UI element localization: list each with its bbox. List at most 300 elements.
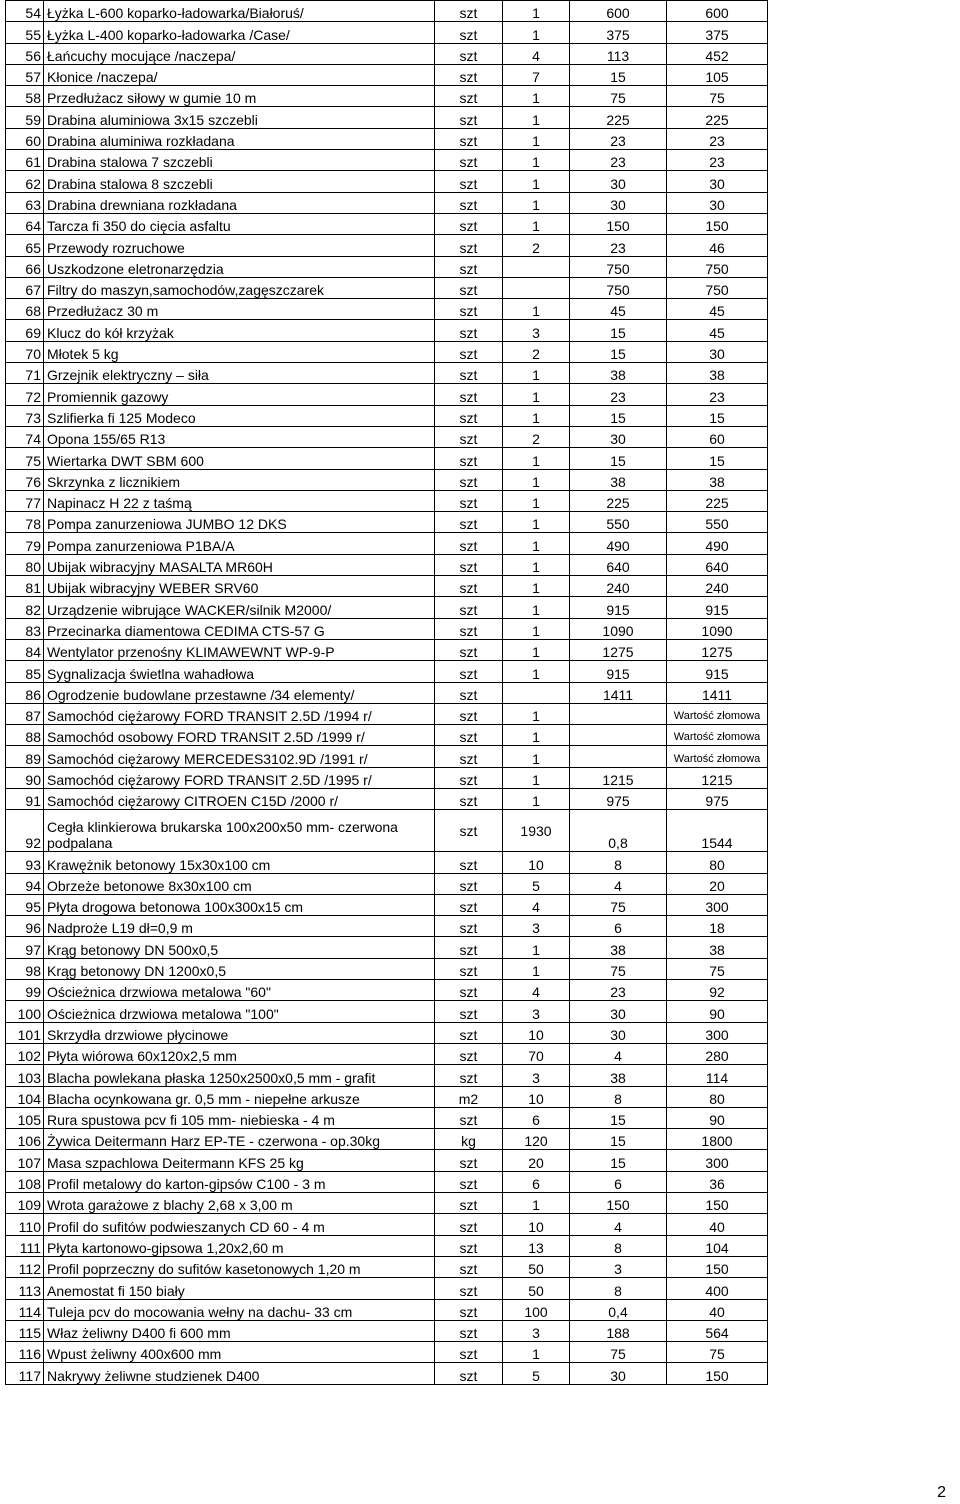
item-name-cell: Samochód osobowy FORD TRANSIT 2.5D /1999 r/ bbox=[44, 725, 435, 746]
row-number-cell: 104 bbox=[6, 1086, 44, 1107]
quantity-cell: 10 bbox=[503, 852, 570, 873]
quantity-cell: 1 bbox=[503, 767, 570, 788]
unit-cell: szt bbox=[435, 469, 503, 490]
value-cell: Wartość złomowa bbox=[667, 746, 768, 767]
item-name-cell: Wentylator przenośny KLIMAWEWNT WP-9-P bbox=[44, 639, 435, 660]
row-number-cell: 98 bbox=[6, 958, 44, 979]
table-row bbox=[6, 1022, 768, 1043]
item-name-cell: Krąg betonowy DN 500x0,5 bbox=[44, 937, 435, 958]
unit-price-cell: 30 bbox=[570, 426, 667, 447]
item-name-cell: Ubijak wibracyjny MASALTA MR60H bbox=[44, 554, 435, 575]
unit-price-cell: 915 bbox=[570, 661, 667, 682]
unit-price-cell: 75 bbox=[570, 894, 667, 915]
value-cell: 300 bbox=[667, 1022, 768, 1043]
value-cell: 280 bbox=[667, 1043, 768, 1064]
item-name-cell: Tuleja pcv do mocowania wełny na dachu- 33 cm bbox=[44, 1299, 435, 1320]
item-name-cell: Profil poprzeczny do sufitów kasetonowych 1,20 m bbox=[44, 1256, 435, 1277]
unit-cell: szt bbox=[435, 384, 503, 405]
table-row bbox=[6, 873, 768, 894]
row-number-cell: 87 bbox=[6, 703, 44, 724]
quantity-cell: 3 bbox=[503, 1001, 570, 1022]
value-cell: 750 bbox=[667, 277, 768, 298]
table-row bbox=[6, 746, 768, 767]
quantity-cell: 1 bbox=[503, 150, 570, 171]
row-number-cell: 60 bbox=[6, 128, 44, 149]
unit-cell: szt bbox=[435, 1320, 503, 1341]
quantity-cell: 1 bbox=[503, 469, 570, 490]
quantity-cell: 1 bbox=[503, 554, 570, 575]
table-row bbox=[6, 235, 768, 256]
row-number-cell: 73 bbox=[6, 405, 44, 426]
quantity-cell: 4 bbox=[503, 43, 570, 64]
unit-cell: szt bbox=[435, 512, 503, 533]
item-name-cell: Przedłużacz siłowy w gumie 10 m bbox=[44, 86, 435, 107]
quantity-cell: 1 bbox=[503, 746, 570, 767]
unit-price-cell: 38 bbox=[570, 363, 667, 384]
row-number-cell: 82 bbox=[6, 597, 44, 618]
unit-price-cell: 23 bbox=[570, 128, 667, 149]
table-row bbox=[6, 469, 768, 490]
quantity-cell: 5 bbox=[503, 873, 570, 894]
row-number-cell: 74 bbox=[6, 426, 44, 447]
unit-cell: szt bbox=[435, 894, 503, 915]
quantity-cell: 1 bbox=[503, 639, 570, 660]
value-cell: 40 bbox=[667, 1299, 768, 1320]
unit-price-cell: 15 bbox=[570, 64, 667, 85]
quantity-cell: 1 bbox=[503, 192, 570, 213]
row-number-cell: 86 bbox=[6, 682, 44, 703]
unit-price-cell: 15 bbox=[570, 448, 667, 469]
row-number-cell: 116 bbox=[6, 1342, 44, 1363]
table-row bbox=[6, 533, 768, 554]
unit-price-cell: 550 bbox=[570, 512, 667, 533]
item-name-cell: Obrzeże betonowe 8x30x100 cm bbox=[44, 873, 435, 894]
item-name-cell: Opona 155/65 R13 bbox=[44, 426, 435, 447]
unit-price-cell: 8 bbox=[570, 1278, 667, 1299]
value-cell: 36 bbox=[667, 1171, 768, 1192]
row-number-cell: 106 bbox=[6, 1129, 44, 1150]
item-name-cell: Właz żeliwny D400 fi 600 mm bbox=[44, 1320, 435, 1341]
quantity-cell: 1 bbox=[503, 405, 570, 426]
value-cell: Wartość złomowa bbox=[667, 703, 768, 724]
table-row bbox=[6, 43, 768, 64]
value-cell: 1544 bbox=[667, 810, 768, 852]
unit-cell: szt bbox=[435, 128, 503, 149]
row-number-cell: 59 bbox=[6, 107, 44, 128]
unit-cell: szt bbox=[435, 363, 503, 384]
quantity-cell: 70 bbox=[503, 1043, 570, 1064]
unit-price-cell bbox=[570, 725, 667, 746]
quantity-cell: 1 bbox=[503, 299, 570, 320]
row-number-cell: 69 bbox=[6, 320, 44, 341]
value-cell: 452 bbox=[667, 43, 768, 64]
table-row bbox=[6, 1235, 768, 1256]
unit-price-cell: 975 bbox=[570, 788, 667, 809]
value-cell: 30 bbox=[667, 192, 768, 213]
unit-price-cell: 8 bbox=[570, 852, 667, 873]
unit-price-cell: 750 bbox=[570, 277, 667, 298]
row-number-cell: 68 bbox=[6, 299, 44, 320]
value-cell: 105 bbox=[667, 64, 768, 85]
item-name-cell: Skrzydła drzwiowe płycinowe bbox=[44, 1022, 435, 1043]
unit-price-cell: 23 bbox=[570, 150, 667, 171]
item-name-cell: Urządzenie wibrujące WACKER/silnik M2000/ bbox=[44, 597, 435, 618]
table-row bbox=[6, 810, 768, 852]
quantity-cell: 1 bbox=[503, 128, 570, 149]
quantity-cell: 120 bbox=[503, 1129, 570, 1150]
table-row bbox=[6, 277, 768, 298]
table-row bbox=[6, 1299, 768, 1320]
quantity-cell: 1 bbox=[503, 22, 570, 43]
table-row bbox=[6, 107, 768, 128]
item-name-cell: Ogrodzenie budowlane przestawne /34 elementy/ bbox=[44, 682, 435, 703]
row-number-cell: 56 bbox=[6, 43, 44, 64]
unit-cell: szt bbox=[435, 618, 503, 639]
unit-cell: szt bbox=[435, 235, 503, 256]
unit-cell: szt bbox=[435, 490, 503, 511]
unit-cell: szt bbox=[435, 405, 503, 426]
row-number-cell: 91 bbox=[6, 788, 44, 809]
item-name-cell: Drabina stalowa 8 szczebli bbox=[44, 171, 435, 192]
unit-cell: szt bbox=[435, 299, 503, 320]
value-cell: 90 bbox=[667, 1001, 768, 1022]
quantity-cell: 20 bbox=[503, 1150, 570, 1171]
unit-cell: szt bbox=[435, 958, 503, 979]
unit-cell: szt bbox=[435, 533, 503, 554]
unit-cell: szt bbox=[435, 703, 503, 724]
row-number-cell: 100 bbox=[6, 1001, 44, 1022]
row-number-cell: 71 bbox=[6, 363, 44, 384]
quantity-cell: 1930 bbox=[503, 810, 570, 852]
row-number-cell: 103 bbox=[6, 1065, 44, 1086]
unit-cell: szt bbox=[435, 256, 503, 277]
unit-price-cell: 30 bbox=[570, 171, 667, 192]
inventory-table-body bbox=[6, 1, 768, 1385]
row-number-cell: 80 bbox=[6, 554, 44, 575]
quantity-cell: 1 bbox=[503, 213, 570, 234]
row-number-cell: 93 bbox=[6, 852, 44, 873]
table-row bbox=[6, 1363, 768, 1384]
unit-cell: szt bbox=[435, 980, 503, 1001]
unit-price-cell: 38 bbox=[570, 937, 667, 958]
unit-price-cell: 30 bbox=[570, 1363, 667, 1384]
table-row bbox=[6, 852, 768, 873]
row-number-cell: 64 bbox=[6, 213, 44, 234]
value-cell: 490 bbox=[667, 533, 768, 554]
table-row bbox=[6, 958, 768, 979]
value-cell: 1090 bbox=[667, 618, 768, 639]
unit-cell: szt bbox=[435, 150, 503, 171]
table-row bbox=[6, 1256, 768, 1277]
quantity-cell: 1 bbox=[503, 703, 570, 724]
unit-cell: szt bbox=[435, 767, 503, 788]
unit-cell: szt bbox=[435, 1299, 503, 1320]
unit-price-cell: 4 bbox=[570, 1214, 667, 1235]
item-name-cell: Klucz do kół krzyżak bbox=[44, 320, 435, 341]
quantity-cell: 10 bbox=[503, 1022, 570, 1043]
unit-price-cell: 30 bbox=[570, 1001, 667, 1022]
value-cell: 564 bbox=[667, 1320, 768, 1341]
quantity-cell: 1 bbox=[503, 576, 570, 597]
item-name-cell: Łyżka L-600 koparko-ładowarka/Białoruś/ bbox=[44, 1, 435, 22]
row-number-cell: 94 bbox=[6, 873, 44, 894]
row-number-cell: 78 bbox=[6, 512, 44, 533]
unit-price-cell: 490 bbox=[570, 533, 667, 554]
unit-cell: szt bbox=[435, 1001, 503, 1022]
quantity-cell bbox=[503, 682, 570, 703]
row-number-cell: 54 bbox=[6, 1, 44, 22]
item-name-cell: Krawężnik betonowy 15x30x100 cm bbox=[44, 852, 435, 873]
table-row bbox=[6, 639, 768, 660]
value-cell: 75 bbox=[667, 958, 768, 979]
table-row bbox=[6, 788, 768, 809]
row-number-cell: 81 bbox=[6, 576, 44, 597]
unit-price-cell: 150 bbox=[570, 1193, 667, 1214]
unit-cell: szt bbox=[435, 341, 503, 362]
unit-cell: szt bbox=[435, 426, 503, 447]
table-row bbox=[6, 937, 768, 958]
unit-price-cell: 1215 bbox=[570, 767, 667, 788]
table-row bbox=[6, 22, 768, 43]
row-number-cell: 95 bbox=[6, 894, 44, 915]
quantity-cell: 6 bbox=[503, 1107, 570, 1128]
table-row bbox=[6, 916, 768, 937]
quantity-cell: 1 bbox=[503, 107, 570, 128]
row-number-cell: 108 bbox=[6, 1171, 44, 1192]
value-cell: Wartość złomowa bbox=[667, 725, 768, 746]
row-number-cell: 99 bbox=[6, 980, 44, 1001]
unit-cell: m2 bbox=[435, 1086, 503, 1107]
table-row bbox=[6, 128, 768, 149]
value-cell: 400 bbox=[667, 1278, 768, 1299]
value-cell: 1411 bbox=[667, 682, 768, 703]
unit-price-cell: 1411 bbox=[570, 682, 667, 703]
table-row bbox=[6, 1129, 768, 1150]
row-number-cell: 89 bbox=[6, 746, 44, 767]
unit-cell: szt bbox=[435, 448, 503, 469]
unit-price-cell: 6 bbox=[570, 916, 667, 937]
unit-cell: szt bbox=[435, 86, 503, 107]
row-number-cell: 61 bbox=[6, 150, 44, 171]
value-cell: 375 bbox=[667, 22, 768, 43]
value-cell: 40 bbox=[667, 1214, 768, 1235]
unit-cell: szt bbox=[435, 213, 503, 234]
item-name-cell: Przewody rozruchowe bbox=[44, 235, 435, 256]
table-row bbox=[6, 1278, 768, 1299]
quantity-cell: 1 bbox=[503, 490, 570, 511]
unit-cell: szt bbox=[435, 1193, 503, 1214]
unit-cell: szt bbox=[435, 873, 503, 894]
value-cell: 225 bbox=[667, 107, 768, 128]
inventory-table bbox=[5, 0, 768, 1385]
unit-cell: szt bbox=[435, 1171, 503, 1192]
row-number-cell: 76 bbox=[6, 469, 44, 490]
unit-cell: szt bbox=[435, 1278, 503, 1299]
row-number-cell: 57 bbox=[6, 64, 44, 85]
table-row bbox=[6, 767, 768, 788]
item-name-cell: Grzejnik elektryczny – siła bbox=[44, 363, 435, 384]
quantity-cell: 6 bbox=[503, 1171, 570, 1192]
table-row bbox=[6, 86, 768, 107]
table-row bbox=[6, 320, 768, 341]
table-row bbox=[6, 618, 768, 639]
quantity-cell: 4 bbox=[503, 894, 570, 915]
value-cell: 46 bbox=[667, 235, 768, 256]
quantity-cell: 1 bbox=[503, 1, 570, 22]
row-number-cell: 114 bbox=[6, 1299, 44, 1320]
row-number-cell: 96 bbox=[6, 916, 44, 937]
row-number-cell: 67 bbox=[6, 277, 44, 298]
row-number-cell: 101 bbox=[6, 1022, 44, 1043]
unit-cell: szt bbox=[435, 639, 503, 660]
value-cell: 20 bbox=[667, 873, 768, 894]
row-number-cell: 72 bbox=[6, 384, 44, 405]
item-name-cell: Ubijak wibracyjny WEBER SRV60 bbox=[44, 576, 435, 597]
value-cell: 38 bbox=[667, 363, 768, 384]
unit-price-cell: 0,4 bbox=[570, 1299, 667, 1320]
unit-price-cell: 915 bbox=[570, 597, 667, 618]
quantity-cell: 1 bbox=[503, 448, 570, 469]
table-row bbox=[6, 341, 768, 362]
row-number-cell: 115 bbox=[6, 1320, 44, 1341]
unit-price-cell: 15 bbox=[570, 1150, 667, 1171]
value-cell: 104 bbox=[667, 1235, 768, 1256]
value-cell: 1275 bbox=[667, 639, 768, 660]
value-cell: 300 bbox=[667, 1150, 768, 1171]
table-row bbox=[6, 1, 768, 22]
unit-price-cell bbox=[570, 746, 667, 767]
quantity-cell: 1 bbox=[503, 618, 570, 639]
value-cell: 240 bbox=[667, 576, 768, 597]
value-cell: 80 bbox=[667, 1086, 768, 1107]
table-row bbox=[6, 980, 768, 1001]
unit-price-cell: 4 bbox=[570, 1043, 667, 1064]
unit-cell: szt bbox=[435, 1235, 503, 1256]
value-cell: 1215 bbox=[667, 767, 768, 788]
table-row bbox=[6, 405, 768, 426]
quantity-cell: 3 bbox=[503, 916, 570, 937]
table-row bbox=[6, 363, 768, 384]
table-row bbox=[6, 1086, 768, 1107]
item-name-cell: Drabina stalowa 7 szczebli bbox=[44, 150, 435, 171]
unit-price-cell: 15 bbox=[570, 405, 667, 426]
row-number-cell: 85 bbox=[6, 661, 44, 682]
quantity-cell: 1 bbox=[503, 363, 570, 384]
unit-price-cell: 1090 bbox=[570, 618, 667, 639]
table-row bbox=[6, 256, 768, 277]
quantity-cell: 1 bbox=[503, 1342, 570, 1363]
row-number-cell: 105 bbox=[6, 1107, 44, 1128]
item-name-cell: Cegła klinkierowa brukarska 100x200x50 mm- czerwona podpalana bbox=[44, 810, 435, 852]
row-number-cell: 109 bbox=[6, 1193, 44, 1214]
item-name-cell: Pompa zanurzeniowa JUMBO 12 DKS bbox=[44, 512, 435, 533]
quantity-cell: 10 bbox=[503, 1214, 570, 1235]
value-cell: 225 bbox=[667, 490, 768, 511]
unit-cell: szt bbox=[435, 277, 503, 298]
unit-price-cell: 15 bbox=[570, 1107, 667, 1128]
unit-cell: szt bbox=[435, 1150, 503, 1171]
item-name-cell: Płyta kartonowo-gipsowa 1,20x2,60 m bbox=[44, 1235, 435, 1256]
row-number-cell: 62 bbox=[6, 171, 44, 192]
item-name-cell: Rura spustowa pcv fi 105 mm- niebieska - 4 m bbox=[44, 1107, 435, 1128]
table-row bbox=[6, 1001, 768, 1022]
unit-cell: szt bbox=[435, 1, 503, 22]
unit-cell: szt bbox=[435, 22, 503, 43]
unit-cell: szt bbox=[435, 43, 503, 64]
item-name-cell: Łańcuchy mocujące /naczepa/ bbox=[44, 43, 435, 64]
quantity-cell: 2 bbox=[503, 341, 570, 362]
item-name-cell: Drabina aluminiwa rozkładana bbox=[44, 128, 435, 149]
table-row bbox=[6, 1214, 768, 1235]
quantity-cell: 2 bbox=[503, 426, 570, 447]
unit-price-cell: 75 bbox=[570, 1342, 667, 1363]
table-row bbox=[6, 213, 768, 234]
unit-price-cell: 30 bbox=[570, 192, 667, 213]
unit-price-cell: 113 bbox=[570, 43, 667, 64]
unit-price-cell: 375 bbox=[570, 22, 667, 43]
item-name-cell: Wrota garażowe z blachy 2,68 x 3,00 m bbox=[44, 1193, 435, 1214]
table-row bbox=[6, 490, 768, 511]
table-row bbox=[6, 64, 768, 85]
row-number-cell: 77 bbox=[6, 490, 44, 511]
table-row bbox=[6, 426, 768, 447]
table-row bbox=[6, 384, 768, 405]
value-cell: 23 bbox=[667, 128, 768, 149]
table-row bbox=[6, 597, 768, 618]
row-number-cell: 63 bbox=[6, 192, 44, 213]
quantity-cell bbox=[503, 256, 570, 277]
item-name-cell: Tarcza fi 350 do cięcia asfaltu bbox=[44, 213, 435, 234]
value-cell: 150 bbox=[667, 1363, 768, 1384]
unit-cell: szt bbox=[435, 661, 503, 682]
row-number-cell: 97 bbox=[6, 937, 44, 958]
value-cell: 18 bbox=[667, 916, 768, 937]
item-name-cell: Płyta drogowa betonowa 100x300x15 cm bbox=[44, 894, 435, 915]
unit-price-cell: 188 bbox=[570, 1320, 667, 1341]
quantity-cell bbox=[503, 277, 570, 298]
item-name-cell: Samochód ciężarowy MERCEDES3102.9D /1991 r/ bbox=[44, 746, 435, 767]
item-name-cell: Nakrywy żeliwne studzienek D400 bbox=[44, 1363, 435, 1384]
value-cell: 300 bbox=[667, 894, 768, 915]
row-number-cell: 111 bbox=[6, 1235, 44, 1256]
unit-cell: szt bbox=[435, 937, 503, 958]
unit-cell: szt bbox=[435, 788, 503, 809]
unit-cell: kg bbox=[435, 1129, 503, 1150]
unit-cell: szt bbox=[435, 192, 503, 213]
table-row bbox=[6, 1150, 768, 1171]
item-name-cell: Wiertarka DWT SBM 600 bbox=[44, 448, 435, 469]
row-number-cell: 66 bbox=[6, 256, 44, 277]
item-name-cell: Młotek 5 kg bbox=[44, 341, 435, 362]
unit-price-cell: 75 bbox=[570, 958, 667, 979]
unit-price-cell: 225 bbox=[570, 490, 667, 511]
table-row bbox=[6, 725, 768, 746]
quantity-cell: 4 bbox=[503, 980, 570, 1001]
unit-cell: szt bbox=[435, 1256, 503, 1277]
unit-cell: szt bbox=[435, 682, 503, 703]
quantity-cell: 100 bbox=[503, 1299, 570, 1320]
table-row bbox=[6, 576, 768, 597]
row-number-cell: 75 bbox=[6, 448, 44, 469]
unit-cell: szt bbox=[435, 916, 503, 937]
unit-price-cell: 640 bbox=[570, 554, 667, 575]
item-name-cell: Samochód ciężarowy FORD TRANSIT 2.5D /1995 r/ bbox=[44, 767, 435, 788]
unit-cell: szt bbox=[435, 810, 503, 852]
value-cell: 38 bbox=[667, 469, 768, 490]
quantity-cell: 1 bbox=[503, 937, 570, 958]
unit-price-cell: 1275 bbox=[570, 639, 667, 660]
unit-price-cell: 6 bbox=[570, 1171, 667, 1192]
